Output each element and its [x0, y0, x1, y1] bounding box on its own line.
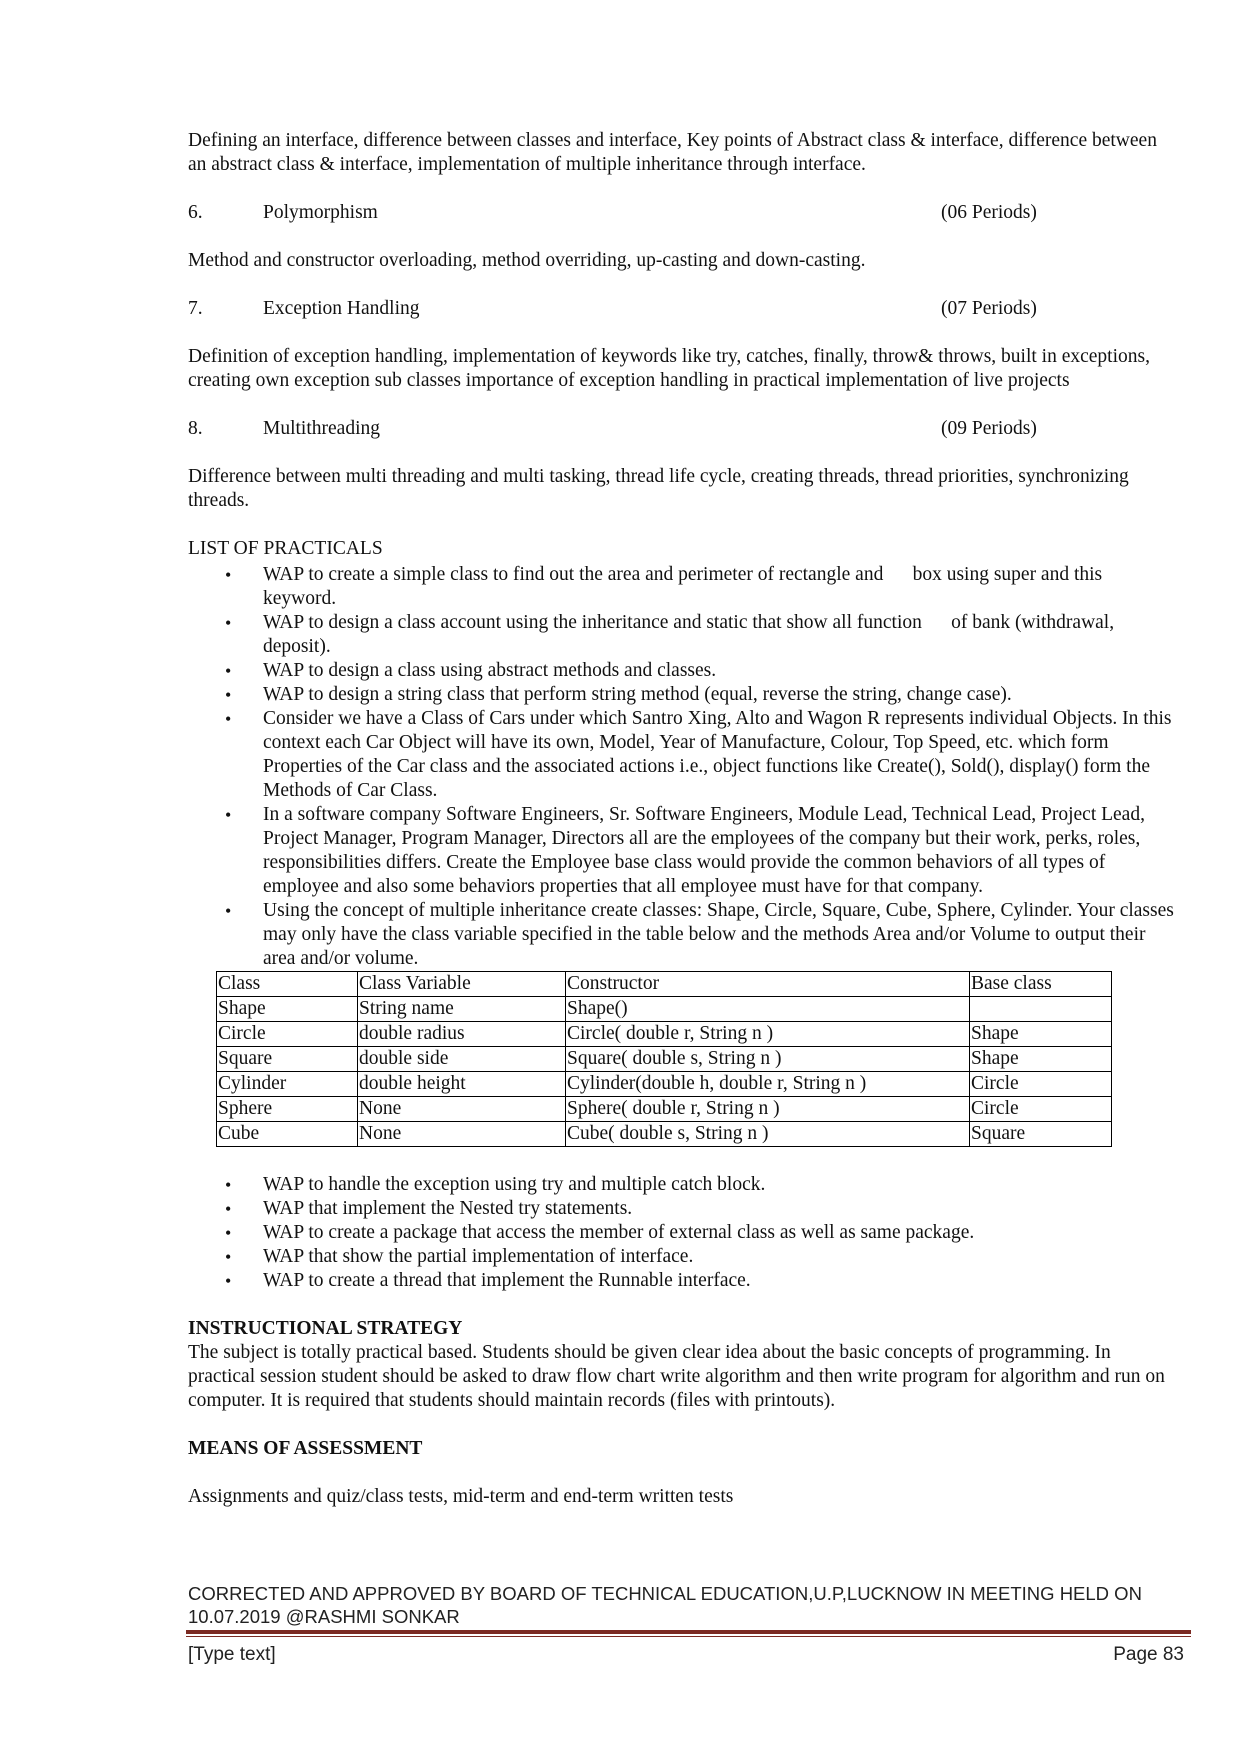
list-item: • Consider we have a Class of Cars under which Santro Xing, Alto and Wagon R represents individual Objects. In this context each Car Object will have its own, Model, Year of Manufacture, Colour, Top Speed, etc. which form Properties of the Car class and the associated actions i.e., object functions like Create(), Sold(), display() form the Methods of Car Class. [188, 707, 1180, 803]
table-cell: Circle [970, 1072, 1112, 1097]
table-cell: double height [358, 1072, 566, 1097]
table-cell: Cube( double s, String n ) [566, 1122, 970, 1147]
table-cell: double side [358, 1047, 566, 1072]
table-cell: Sphere [217, 1097, 358, 1122]
table-header-cell: Constructor [566, 972, 970, 997]
list-item: • WAP that show the partial implementation of interface. [188, 1245, 1180, 1269]
intro-paragraph: Defining an interface, difference between classes and interface, Key points of Abstract class & interface, difference between an abstract class & interface, implementation of multiple inheritance through interface. [188, 130, 1157, 175]
table-cell: Shape() [566, 997, 970, 1022]
table-cell: None [358, 1122, 566, 1147]
table-row [217, 1022, 1112, 1047]
table-row [217, 1122, 1112, 1147]
page-number: Page 83 [1113, 1644, 1184, 1665]
footer-divider-thin [186, 1636, 1191, 1637]
means-of-assessment-text: Assignments and quiz/class tests, mid-term and end-term written tests [188, 1486, 734, 1507]
table-cell: Square( double s, String n ) [566, 1047, 970, 1072]
list-item: • WAP to create a thread that implement the Runnable interface. [188, 1269, 1180, 1293]
table-cell: None [358, 1097, 566, 1122]
topic-periods: (07 Periods) [941, 298, 1037, 319]
practicals-list-continued [188, 1173, 1180, 1293]
table-header-cell: Base class [970, 972, 1112, 997]
topic-title: Exception Handling [263, 298, 420, 319]
list-item: • WAP to design a class using abstract methods and classes. [188, 659, 1180, 683]
topic-number: 8. [188, 418, 203, 439]
table-cell: Shape [970, 1022, 1112, 1047]
topic-title: Multithreading [263, 418, 380, 439]
practicals-heading: LIST OF PRACTICALS [188, 538, 383, 559]
table-cell: Square [970, 1122, 1112, 1147]
table-row [217, 997, 1112, 1022]
table-cell: Cylinder(double h, double r, String n ) [566, 1072, 970, 1097]
topic-number: 7. [188, 298, 203, 319]
table-row [217, 1097, 1112, 1122]
table-cell [970, 997, 1112, 1022]
topic-description: Difference between multi threading and multi tasking, thread life cycle, creating threads, thread priorities, synchronizing threads. [188, 466, 1129, 511]
table-cell: Sphere( double r, String n ) [566, 1097, 970, 1122]
class-table [216, 971, 1112, 1147]
topic-periods: (09 Periods) [941, 418, 1037, 439]
instructional-strategy-text: The subject is totally practical based. Students should be given clear idea about the basic concepts of programming. In practical session student should be asked to draw flow chart write algorithm and then write program for algorithm and run on computer. It is required that students should maintain records (files with printouts). [188, 1342, 1165, 1411]
table-row [217, 1072, 1112, 1097]
approval-note: CORRECTED AND APPROVED BY BOARD OF TECHNICAL EDUCATION,U.P,LUCKNOW IN MEETING HELD ON 10.07.2019 @RASHMI SONKAR [188, 1583, 1142, 1627]
table-cell: Circle [217, 1022, 358, 1047]
table-cell: Cylinder [217, 1072, 358, 1097]
table-cell: String name [358, 997, 566, 1022]
list-item: • WAP to create a package that access the member of external class as well as same package. [188, 1221, 1180, 1245]
table-row [217, 1047, 1112, 1072]
topic-polymorphism [188, 201, 1180, 225]
table-cell: double radius [358, 1022, 566, 1047]
table-header-row [217, 972, 1112, 997]
topic-exception-handling [188, 297, 1180, 321]
table-header-cell: Class Variable [358, 972, 566, 997]
list-item: • WAP to design a string class that perform string method (equal, reverse the string, change case). [188, 683, 1180, 707]
topic-title: Polymorphism [263, 202, 378, 223]
table-cell: Circle [970, 1097, 1112, 1122]
topic-description: Method and constructor overloading, method overriding, up-casting and down-casting. [188, 250, 866, 271]
list-item: • WAP to create a simple class to find out the area and perimeter of rectangle and box using super and this keyword. [188, 563, 1180, 611]
topic-multithreading [188, 417, 1180, 441]
footer-left-text: [Type text] [188, 1644, 276, 1665]
list-item: • WAP that implement the Nested try statements. [188, 1197, 1180, 1221]
list-item: • WAP to design a class account using the inheritance and static that show all function of bank (withdrawal, deposit). [188, 611, 1180, 659]
instructional-strategy-heading: INSTRUCTIONAL STRATEGY [188, 1318, 463, 1339]
means-of-assessment-heading: MEANS OF ASSESSMENT [188, 1438, 423, 1459]
table-cell: Square [217, 1047, 358, 1072]
table-cell: Shape [217, 997, 358, 1022]
topic-periods: (06 Periods) [941, 202, 1037, 223]
topic-number: 6. [188, 202, 203, 223]
table-cell: Shape [970, 1047, 1112, 1072]
topic-description: Definition of exception handling, implementation of keywords like try, catches, finally, throw& throws, built in exceptions, creating own exception sub classes importance of exception handling in practical implementation of live projects [188, 346, 1150, 391]
practicals-list [188, 563, 1180, 971]
table-cell: Circle( double r, String n ) [566, 1022, 970, 1047]
footer-divider [186, 1630, 1191, 1634]
document-body [188, 129, 1180, 1509]
list-item: • WAP to handle the exception using try and multiple catch block. [188, 1173, 1180, 1197]
table-header-cell: Class [217, 972, 358, 997]
list-item: • Using the concept of multiple inheritance create classes: Shape, Circle, Square, Cube, Sphere, Cylinder. Your classes may only have the class variable specified in the table below and the methods Area and/or Volume to output their area and/or volume. [188, 899, 1180, 971]
table-cell: Cube [217, 1122, 358, 1147]
list-item: • In a software company Software Engineers, Sr. Software Engineers, Module Lead, Technical Lead, Project Lead, Project Manager, Program Manager, Directors all are the employees of the company but their work, perks, roles, responsibilities differs. Create the Employee base class would provide the common behaviors of all types of employee and also some behaviors properties that all employee must have for that company. [188, 803, 1180, 899]
